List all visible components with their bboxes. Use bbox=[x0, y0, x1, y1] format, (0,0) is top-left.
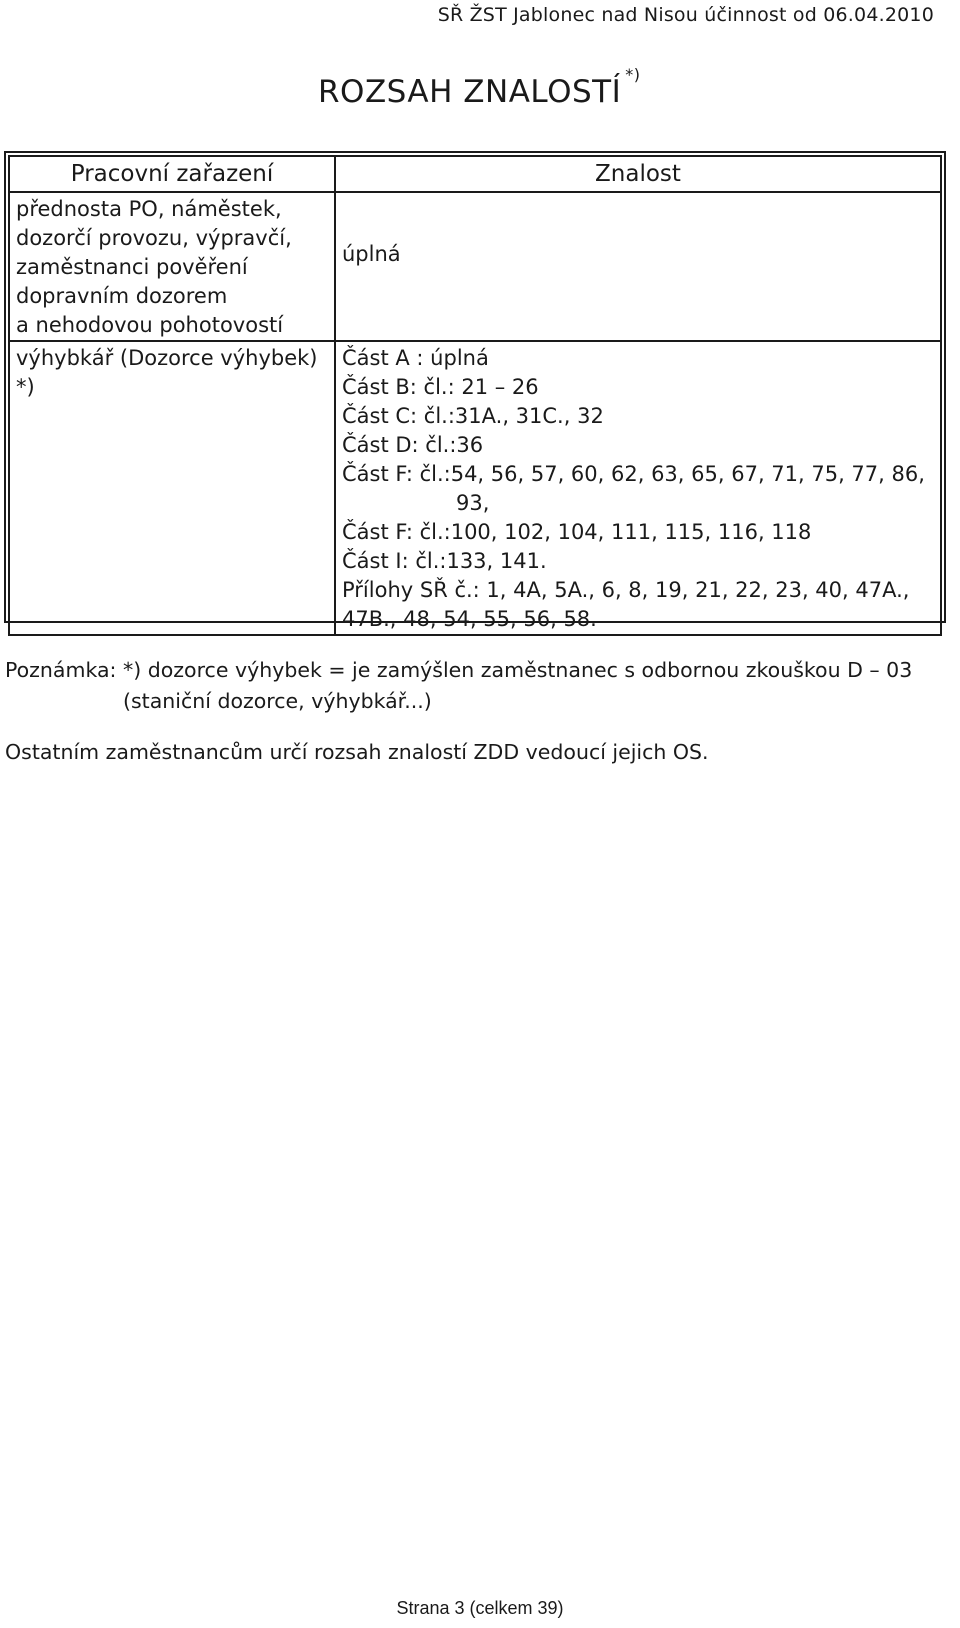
knowledge-line: Část A : úplná bbox=[342, 346, 489, 370]
knowledge-table bbox=[8, 155, 942, 636]
page-title bbox=[318, 65, 641, 110]
note-line: Poznámka: *) dozorce výhybek = je zamýšlen zaměstnanec s odbornou zkouškou D – 03 bbox=[5, 658, 913, 682]
role-line: a nehodovou pohotovostí bbox=[16, 313, 284, 337]
role-line: zaměstnanci pověření bbox=[16, 255, 248, 279]
knowledge-line: Část B: čl.: 21 – 26 bbox=[342, 375, 539, 399]
note-continuation: (staniční dozorce, výhybkář...) bbox=[123, 689, 432, 713]
knowledge-line: úplná bbox=[342, 242, 401, 266]
page-title-text: ROZSAH ZNALOSTÍ bbox=[318, 74, 622, 110]
role-cell bbox=[9, 341, 335, 635]
knowledge-line: Část C: čl.:31A., 31C., 32 bbox=[342, 404, 604, 428]
table-row bbox=[9, 192, 941, 341]
role-line: výhybkář (Dozorce výhybek) bbox=[16, 346, 318, 370]
knowledge-cell bbox=[335, 192, 941, 341]
knowledge-line: Část D: čl.:36 bbox=[342, 433, 484, 457]
document-header: SŘ ŽST Jablonec nad Nisou účinnost od 06.04.2010 bbox=[437, 4, 934, 26]
knowledge-line: 93, bbox=[456, 491, 490, 515]
knowledge-line: 47B., 48, 54, 55, 56, 58. bbox=[342, 607, 597, 631]
knowledge-line: Část I: čl.:133, 141. bbox=[342, 549, 547, 573]
knowledge-cell bbox=[335, 341, 941, 635]
role-line: dopravním dozorem bbox=[16, 284, 228, 308]
knowledge-line: Přílohy SŘ č.: 1, 4A, 5A., 6, 8, 19, 21, 22, 23, 40, 47A., bbox=[342, 578, 910, 602]
knowledge-table-frame bbox=[4, 151, 946, 631]
table-row bbox=[9, 341, 941, 635]
table-header-row bbox=[9, 156, 941, 192]
role-line: přednosta PO, náměstek, bbox=[16, 197, 282, 221]
role-line: *) bbox=[16, 375, 35, 399]
title-footnote-mark: *) bbox=[625, 65, 641, 84]
page-footer: Strana 3 (celkem 39) bbox=[396, 1598, 564, 1618]
note-paragraph bbox=[5, 655, 912, 717]
column-header-knowledge: Znalost bbox=[335, 156, 941, 192]
column-header-role: Pracovní zařazení bbox=[9, 156, 335, 192]
role-line: dozorčí provozu, výpravčí, bbox=[16, 226, 292, 250]
knowledge-line: Část F: čl.:54, 56, 57, 60, 62, 63, 65, 67, 71, 75, 77, 86, bbox=[342, 462, 925, 486]
role-cell bbox=[9, 192, 335, 341]
other-employees-paragraph: Ostatním zaměstnancům určí rozsah znalostí ZDD vedoucí jejich OS. bbox=[5, 740, 709, 764]
knowledge-line: Část F: čl.:100, 102, 104, 111, 115, 116, 118 bbox=[342, 520, 812, 544]
